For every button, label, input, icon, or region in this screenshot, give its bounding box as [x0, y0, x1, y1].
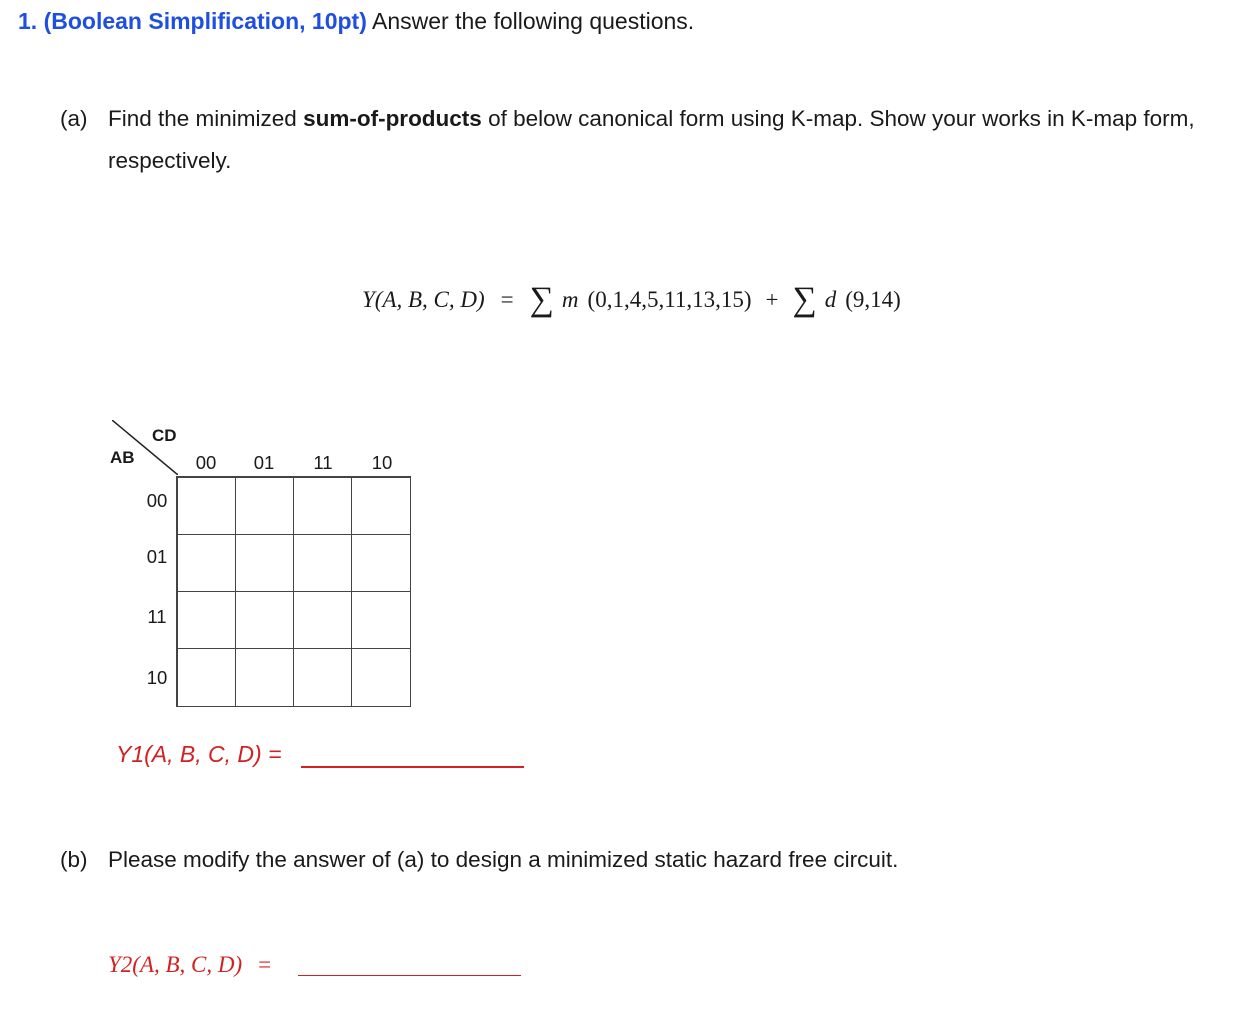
kmap-col-label: 01: [253, 452, 275, 473]
kmap-cell[interactable]: [235, 648, 294, 706]
canonical-equation: [362, 283, 901, 317]
y2-answer-label: [108, 952, 271, 978]
minterm-symbol: m: [561, 287, 579, 312]
part-b-tag: (b): [60, 847, 88, 872]
kmap-grid: [176, 476, 411, 707]
y1-answer-label: Y1(A, B, C, D) =: [116, 741, 282, 767]
kmap-cell[interactable]: [351, 648, 410, 706]
kmap-row-label: 00: [146, 490, 168, 511]
question-heading: [18, 8, 694, 35]
part-a-text-after: of below canonical form using K-map. Show your works in K-map form, respectively.: [108, 106, 1195, 173]
y2-lhs: Y2(A, B, C, D): [108, 952, 243, 977]
part-a-tag: (a): [60, 106, 88, 131]
equation-lhs: Y(A, B, C, D): [362, 287, 485, 312]
sigma-symbol-dontcare: ∑: [792, 281, 817, 318]
kmap-cell[interactable]: [293, 648, 352, 706]
kmap-col-label: 10: [371, 452, 393, 473]
kmap-cell[interactable]: [351, 477, 410, 535]
kmap-row-label: 01: [146, 546, 168, 567]
kmap-cell[interactable]: [351, 534, 410, 592]
y2-equals: =: [258, 952, 272, 977]
kmap-row-label: 11: [147, 606, 167, 627]
kmap-cell[interactable]: [177, 648, 236, 706]
kmap-row-variable: AB: [110, 448, 135, 467]
y1-answer-blank[interactable]: [301, 766, 524, 768]
part-b-text: Please modify the answer of (a) to design a minimized static hazard free circuit.: [108, 847, 899, 872]
equation-plus: +: [765, 287, 779, 312]
kmap-column-variable: CD: [152, 426, 177, 445]
part-b: [60, 847, 898, 873]
kmap-cell[interactable]: [177, 591, 236, 649]
question-number-title: 1. (Boolean Simplification, 10pt): [18, 8, 367, 34]
equation-equals: =: [500, 287, 514, 312]
y2-answer-blank[interactable]: [298, 975, 521, 976]
sigma-symbol: ∑: [529, 281, 554, 318]
kmap-cell[interactable]: [293, 534, 352, 592]
kmap-cell[interactable]: [235, 534, 294, 592]
kmap-cell[interactable]: [235, 591, 294, 649]
question-instruction: Answer the following questions.: [366, 8, 695, 34]
kmap-cell[interactable]: [235, 477, 294, 535]
minterm-list: (0,1,4,5,11,13,15): [587, 287, 752, 312]
kmap-cell[interactable]: [293, 477, 352, 535]
dontcare-symbol: d: [824, 287, 837, 312]
kmap-cell[interactable]: [177, 477, 236, 535]
part-a-text: [108, 98, 1223, 182]
kmap-cell[interactable]: [177, 534, 236, 592]
kmap-col-label: 11: [313, 452, 333, 473]
kmap-row-label: 10: [146, 667, 168, 688]
kmap-col-label: 00: [195, 452, 217, 473]
kmap-cell[interactable]: [293, 591, 352, 649]
part-a-text-before: Find the minimized: [108, 106, 304, 131]
kmap-cell[interactable]: [351, 591, 410, 649]
dontcare-list: (9,14): [845, 287, 901, 312]
part-a-text-bold: sum-of-products: [303, 106, 482, 131]
